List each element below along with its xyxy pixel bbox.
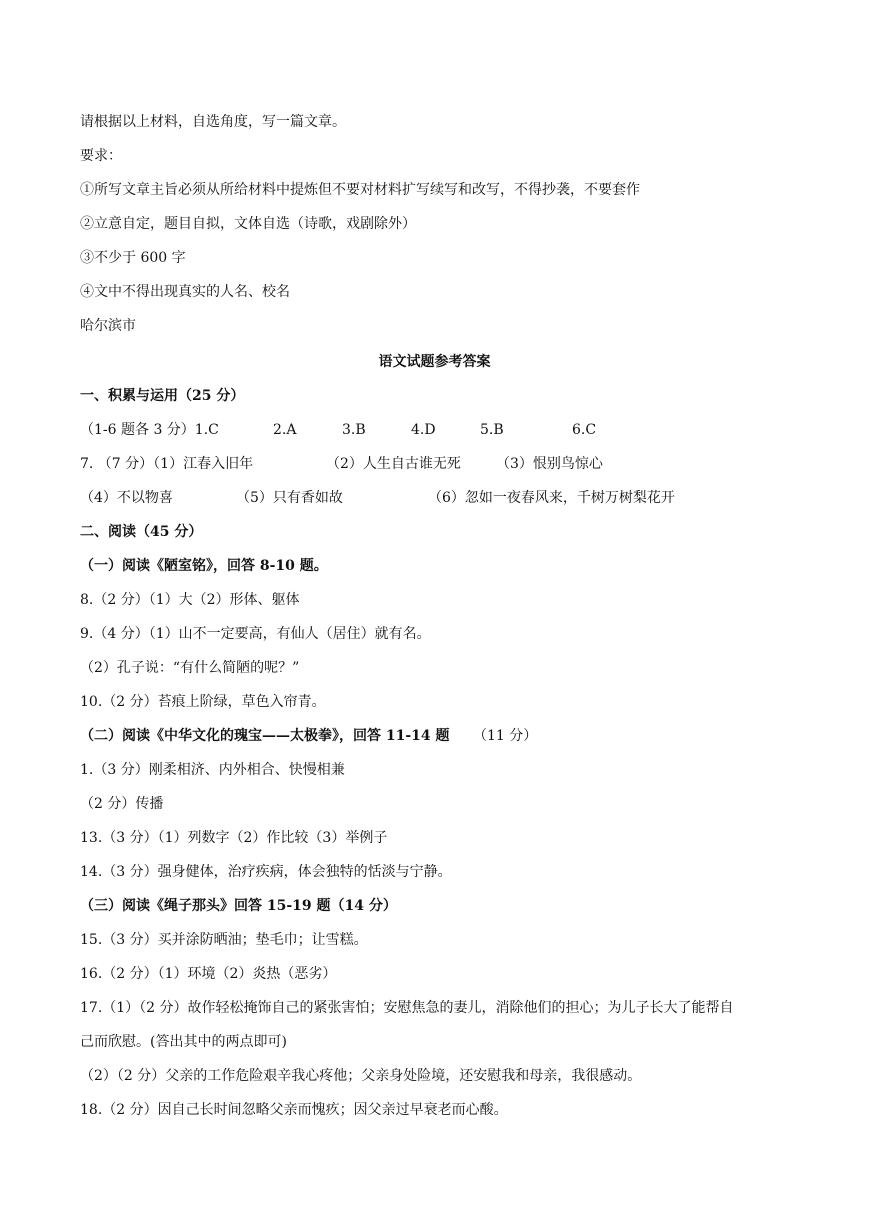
mc-answer-6: 6.C <box>572 422 597 438</box>
mc-answer-1: （1-6 题各 3 分）1.C <box>80 422 219 438</box>
mc-answer-3: 3.B <box>342 422 366 438</box>
answer-key-title: 语文试题参考答案 <box>378 354 491 370</box>
mc-answer-4: 4.D <box>411 422 436 438</box>
mc-answer-2: 2.A <box>273 422 297 438</box>
mc-answer-5: 5.B <box>480 422 504 438</box>
